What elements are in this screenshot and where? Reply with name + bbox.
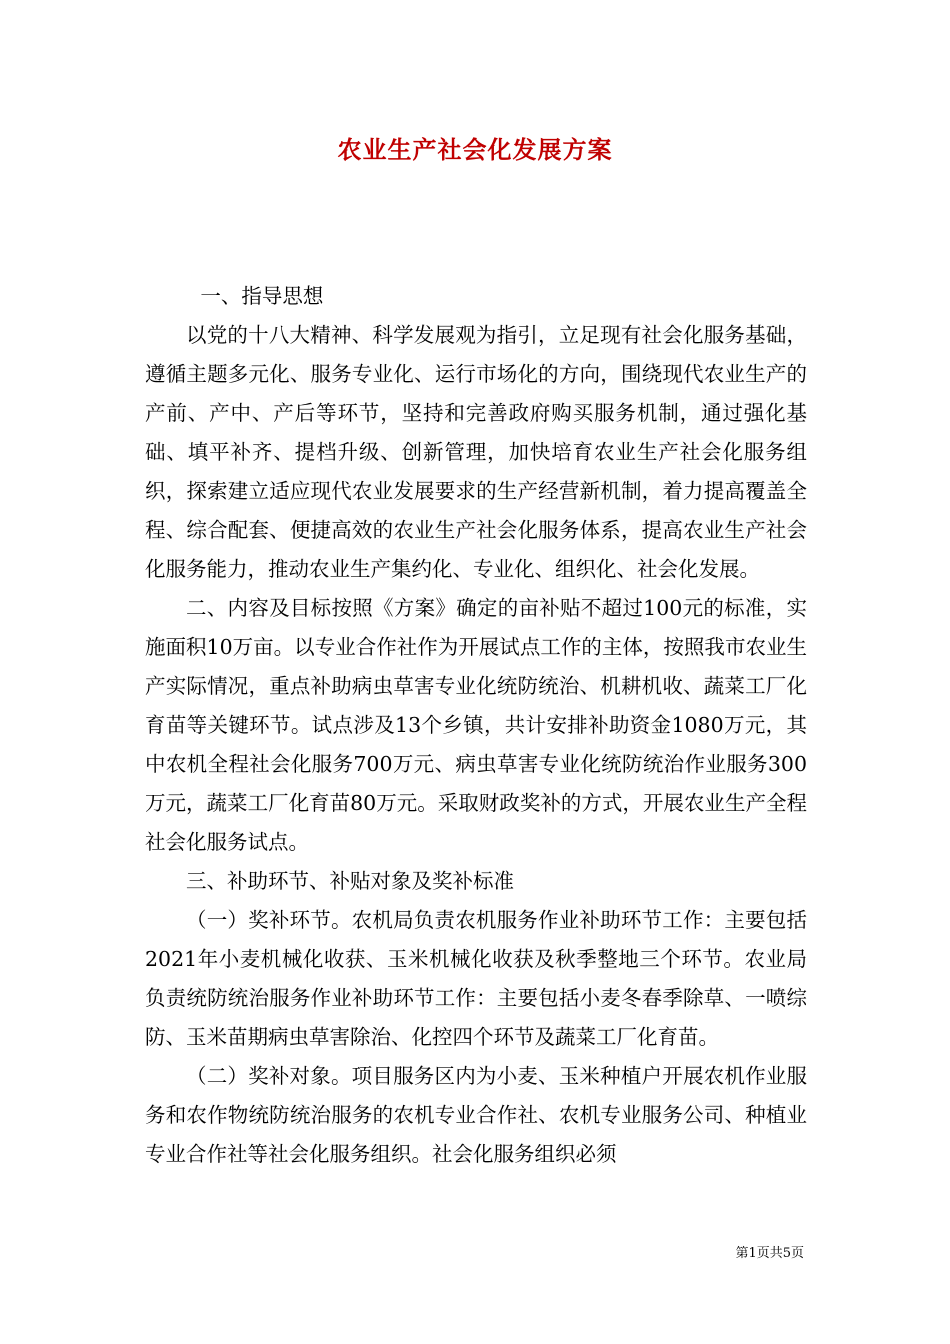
section-heading-guiding-ideology: 一、指导思想 [200, 284, 324, 308]
paragraph-subsidy-targets: （二）奖补对象。项目服务区内为小麦、玉米种植户开展农机作业服务和农作物统防统治服务的农机专业合作社、农机专业服务公司、种植业专业合作社等社会化服务组织。社会化服务组织必须 [145, 1064, 807, 1166]
document-title: 农业生产社会化发展方案 [337, 135, 613, 164]
document-body [145, 277, 807, 1174]
paragraph-subsidy-links: （一）奖补环节。农机局负责农机服务作业补助环节工作：主要包括2021年小麦机械化收获、玉米机械化收获及秋季整地三个环节。农业局负责统防统治服务作业补助环节工作：主要包括小麦冬春季除草、一喷综防、玉米苗期病虫草害除治、化控四个环节及蔬菜工厂化育苗。 [145, 908, 807, 1049]
paragraph-guiding-ideology: 以党的十八大精神、科学发展观为指引，立足现有社会化服务基础，遵循主题多元化、服务专业化、运行市场化的方向，围绕现代农业生产的产前、产中、产后等环节，坚持和完善政府购买服务机制，通过强化基础、填平补齐、提档升级、创新管理，加快培育农业生产社会化服务组织，探索建立适应现代农业发展要求的生产经营新机制，着力提高覆盖全程、综合配套、便捷高效的农业生产社会化服务体系，提高农业生产社会化服务能力，推动农业生产集约化、专业化、组织化、社会化发展。 [145, 323, 807, 581]
page-number: 第1页共5页 [735, 1246, 804, 1261]
paragraph-content-and-goals: 二、内容及目标按照《方案》确定的亩补贴不超过100元的标准，实施面积10万亩。以专业合作社作为开展试点工作的主体，按照我市农业生产实际情况，重点补助病虫草害专业化统防统治、机耕机收、蔬菜工厂化育苗等关键环节。试点涉及13个乡镇，共计安排补助资金1080万元，其中农机全程社会化服务700万元、病虫草害专业化统防统治作业服务300万元，蔬菜工厂化育苗80万元。采取财政奖补的方式，开展农业生产全程社会化服务试点。 [145, 596, 807, 854]
section-heading-subsidy: 三、补助环节、补贴对象及奖补标准 [186, 869, 514, 893]
